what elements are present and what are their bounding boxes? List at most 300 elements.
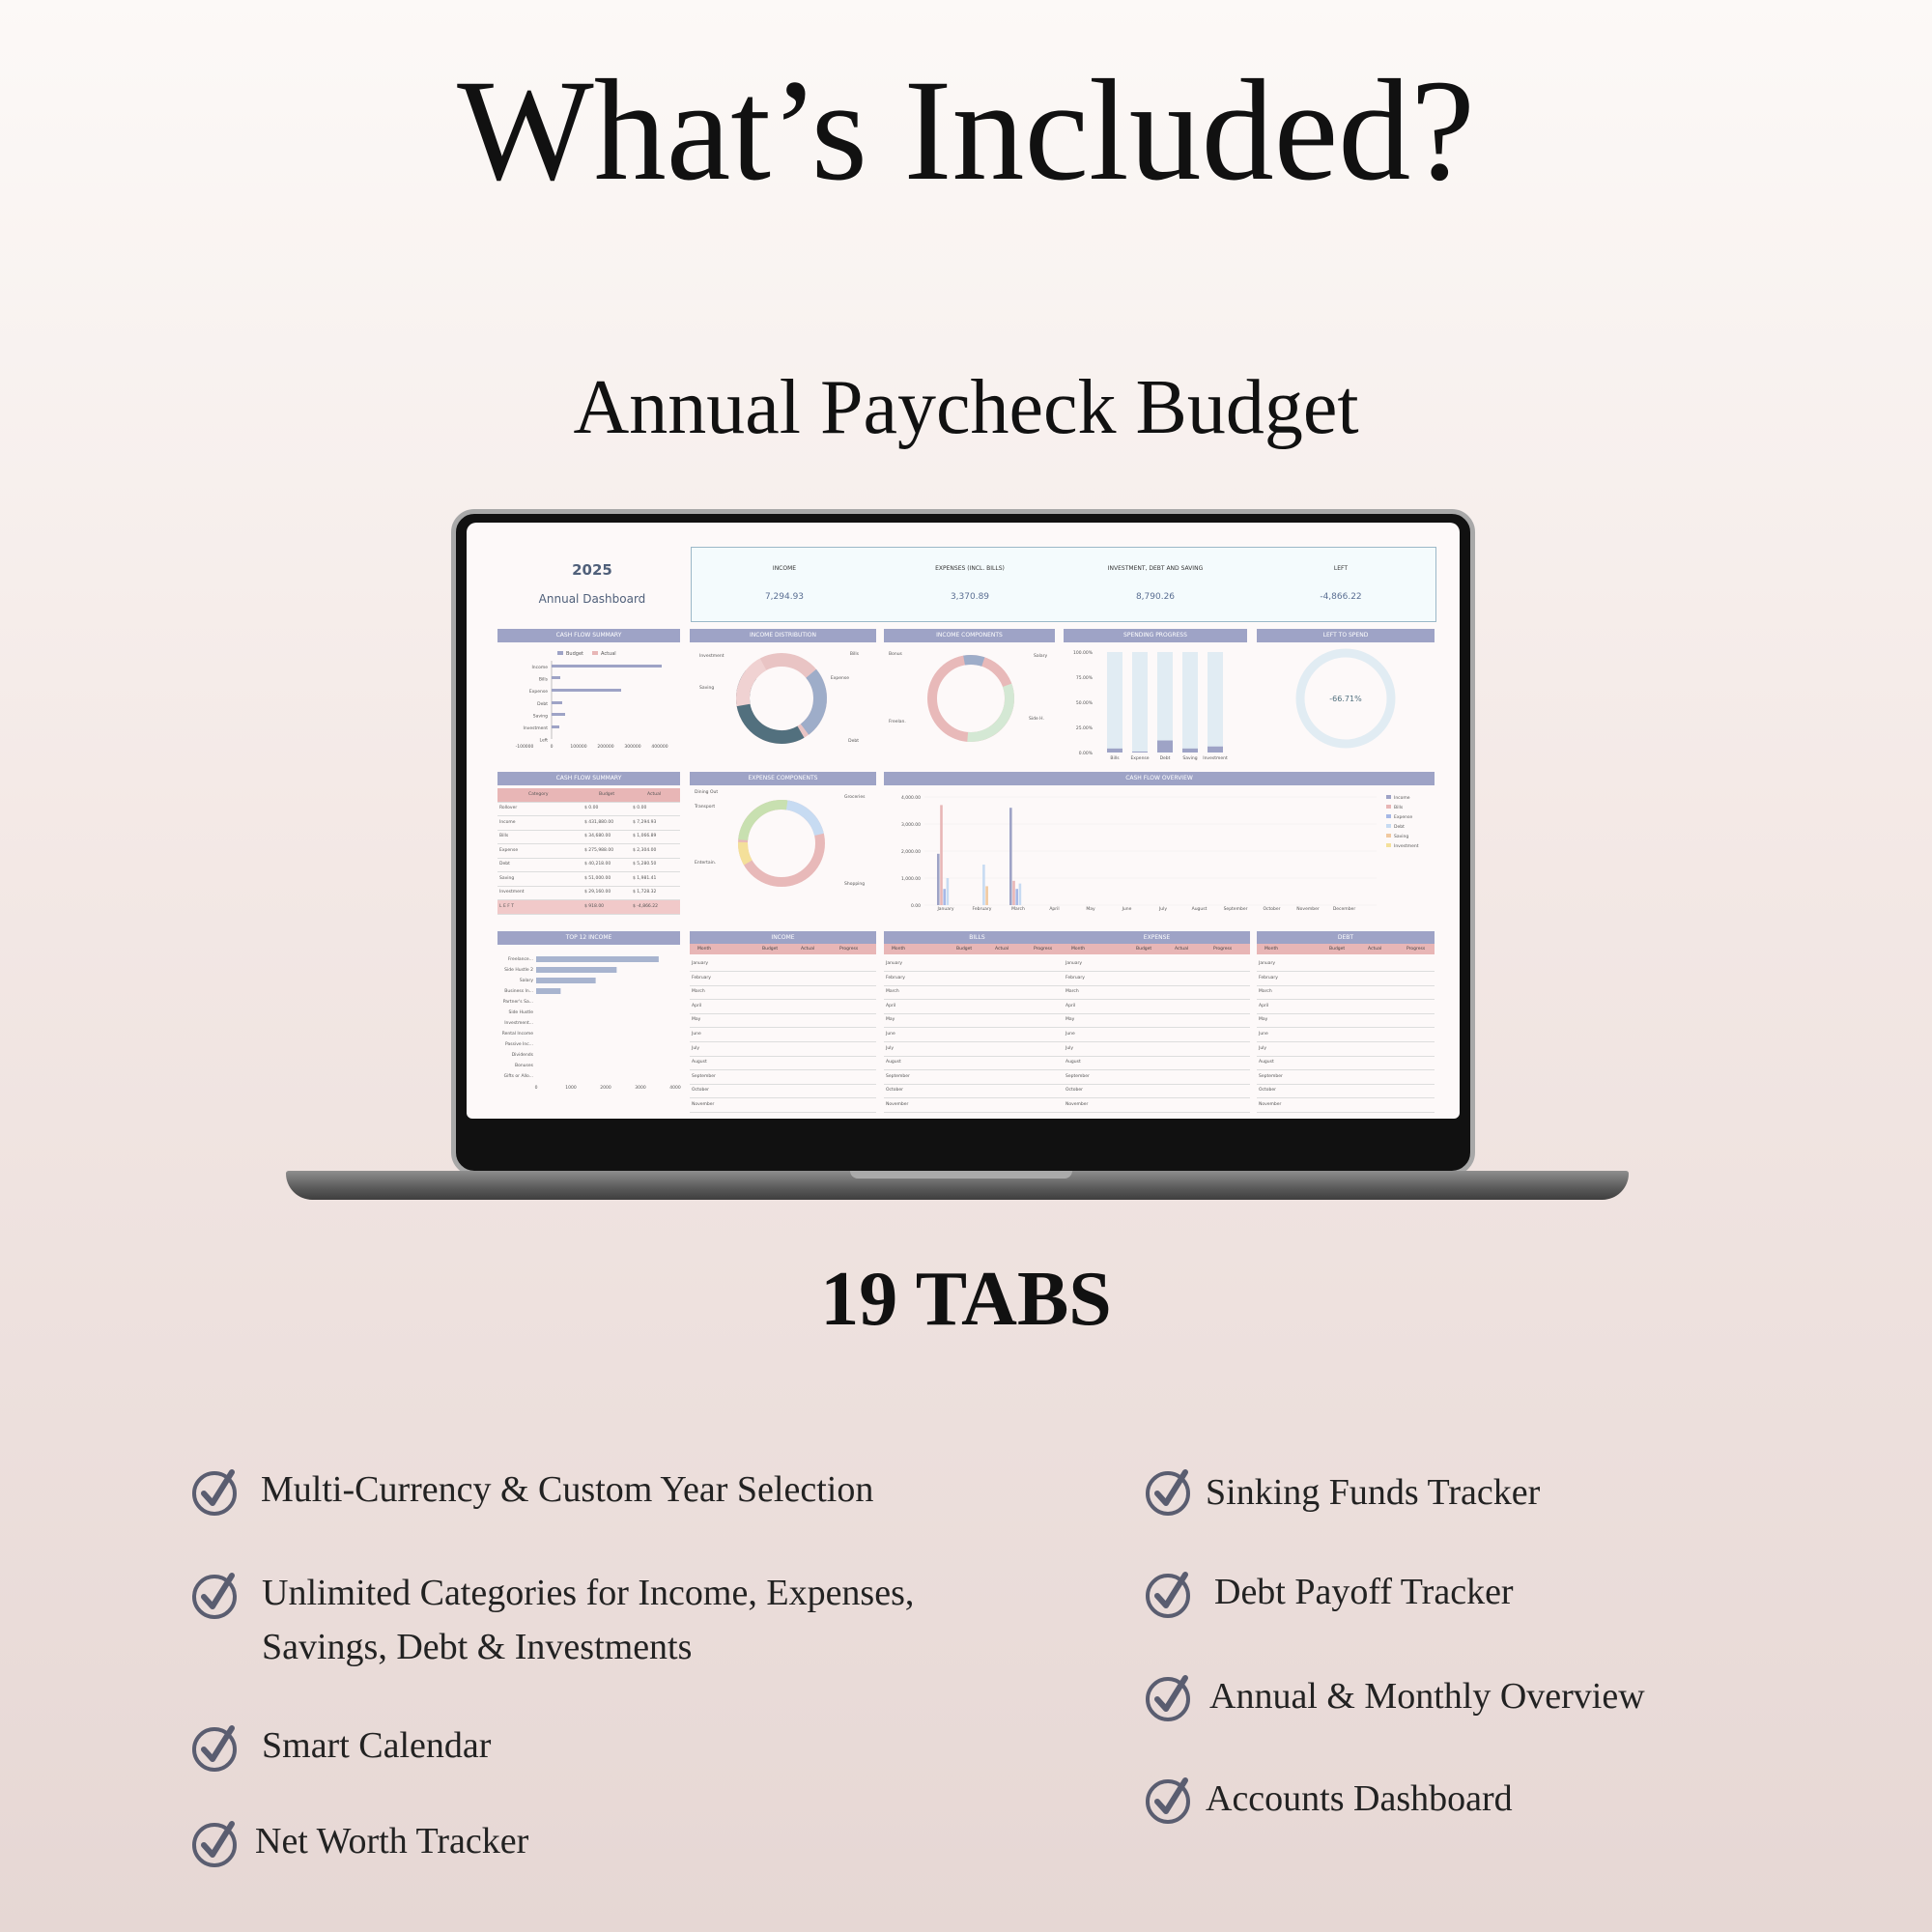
column-header: Progress xyxy=(1213,947,1233,952)
dashboard-title: Annual Dashboard xyxy=(538,592,646,606)
legend-swatch xyxy=(1386,795,1391,799)
table-row xyxy=(1257,1056,1435,1070)
slice-label: Bills xyxy=(849,652,859,657)
table-cell: Expense xyxy=(499,847,519,853)
progress-track xyxy=(1132,652,1148,753)
table-row xyxy=(1064,1000,1250,1014)
month-cell: November xyxy=(692,1102,715,1107)
month-cell: May xyxy=(886,1017,895,1023)
feature-annual-monthly-overview: Annual & Monthly Overview xyxy=(1209,1676,1645,1717)
table-row xyxy=(884,1084,1070,1098)
table-cell: $ 1,728.32 xyxy=(633,890,657,895)
check-circle-icon xyxy=(191,1466,242,1517)
table-cell: Investment xyxy=(499,890,525,895)
table-row xyxy=(884,1028,1070,1042)
table-cell: $ 51,000.00 xyxy=(584,875,611,881)
category-label: Salary xyxy=(519,979,533,983)
table-row xyxy=(1064,957,1250,972)
tick-label: 0.00 xyxy=(910,904,921,909)
debt-table xyxy=(1257,931,1435,1115)
table-cell: $ 275,988.00 xyxy=(584,847,614,853)
category-label: Freelance... xyxy=(508,957,533,962)
table-cell: $ 5,280.50 xyxy=(633,862,657,867)
month-cell: March xyxy=(886,989,899,995)
summary-table xyxy=(497,788,680,909)
kpi-label: EXPENSES (INCL. BILLS) xyxy=(935,565,1005,572)
month-cell: August xyxy=(1259,1060,1274,1065)
table-row xyxy=(497,844,680,859)
month-cell: March xyxy=(692,989,705,995)
month-cell: July xyxy=(886,1045,895,1051)
panel-header: LEFT TO SPEND xyxy=(1257,629,1435,642)
kpi-value: -4,866.22 xyxy=(1320,592,1362,602)
overview-bar xyxy=(937,854,940,905)
month-cell: September xyxy=(692,1073,716,1079)
table-row xyxy=(497,830,680,844)
category-label: Debt xyxy=(537,701,548,707)
legend-swatch xyxy=(1386,843,1391,847)
left-to-spend-ring xyxy=(1257,645,1435,752)
column-header: Progress xyxy=(1406,947,1426,952)
feature-accounts-dashboard: Accounts Dashboard xyxy=(1206,1778,1513,1819)
table-row xyxy=(884,1070,1070,1085)
category-label: Bills xyxy=(538,677,548,683)
column-header: Budget xyxy=(1136,947,1152,952)
month-cell: November xyxy=(1065,1102,1089,1107)
column-header: Category xyxy=(528,792,549,797)
table-row xyxy=(1064,1098,1250,1113)
category-label: Expense xyxy=(528,690,548,696)
tick-label: -100000 xyxy=(515,745,534,750)
table-row xyxy=(1064,972,1250,986)
kpi-value: 3,370.89 xyxy=(950,592,990,602)
table-cell: Saving xyxy=(499,875,515,881)
month-cell: July xyxy=(1065,1045,1074,1051)
tick-label: 400000 xyxy=(651,745,668,750)
panel-header: INCOME DISTRIBUTION xyxy=(690,629,876,642)
progress-bar xyxy=(1107,749,1122,753)
feature-sinking-funds: Sinking Funds Tracker xyxy=(1206,1472,1541,1513)
category-label: Passive Inc... xyxy=(504,1042,533,1047)
table-row xyxy=(1257,1013,1435,1028)
table-header-row xyxy=(1064,944,1250,954)
feature-multi-currency: Multi-Currency & Custom Year Selection xyxy=(261,1469,874,1510)
legend-actual: Actual xyxy=(601,651,616,657)
table-cell: Bills xyxy=(499,834,509,838)
tab-count-heading: 19 TABS xyxy=(820,1257,1112,1342)
cashflow-overview-chart xyxy=(884,788,1435,914)
table-row xyxy=(1257,985,1435,1000)
table-header-row xyxy=(690,944,876,954)
month-cell: July xyxy=(692,1045,700,1051)
category-label: Side Hustle xyxy=(508,1010,533,1015)
feature-unlimited-categories xyxy=(262,1566,914,1674)
month-cell: April xyxy=(692,1003,702,1009)
legend-budget: Budget xyxy=(566,651,583,657)
top-income-bar xyxy=(536,956,659,962)
column-header: Budget xyxy=(1329,947,1346,952)
tick-label: 0 xyxy=(534,1086,538,1091)
category-label: Saving xyxy=(1182,756,1198,761)
category-label: Income xyxy=(531,666,548,670)
tick-label: 200000 xyxy=(597,745,614,750)
table-header-row xyxy=(1257,944,1435,954)
column-header: Progress xyxy=(1034,947,1053,952)
month-cell: October xyxy=(1259,1088,1277,1094)
month-cell: February xyxy=(1259,975,1278,980)
month-cell: July xyxy=(1259,1045,1267,1051)
tick-label: 3000 xyxy=(635,1086,646,1091)
tick-label: 3,000.00 xyxy=(900,823,921,828)
table-row xyxy=(690,1084,876,1098)
legend-swatch xyxy=(1386,834,1391,838)
category-label: Saving xyxy=(532,714,548,720)
month-cell: November xyxy=(1259,1102,1282,1107)
slice-label: Groceries xyxy=(844,795,866,800)
tick-label: 1000 xyxy=(565,1086,577,1091)
panel-header: TOP 12 INCOME xyxy=(497,931,680,945)
progress-track xyxy=(1208,652,1223,753)
top-income-bar xyxy=(536,967,616,973)
progress-bar xyxy=(1182,749,1198,753)
category-label: Rental Income xyxy=(501,1032,533,1037)
overview-bar xyxy=(982,865,985,905)
month-cell: September xyxy=(886,1073,910,1079)
progress-bar xyxy=(1132,752,1148,753)
month-label: April xyxy=(1049,907,1060,912)
table-row xyxy=(1257,1098,1435,1113)
table-row xyxy=(497,900,680,915)
month-cell: January xyxy=(1065,961,1083,966)
month-cell: March xyxy=(1065,989,1079,995)
month-cell: June xyxy=(1259,1032,1268,1037)
feature-line: Unlimited Categories for Income, Expenses, xyxy=(262,1573,915,1613)
check-circle-icon xyxy=(1145,1672,1195,1722)
top-income-bar xyxy=(536,988,560,994)
kpi-value: 7,294.93 xyxy=(764,592,805,602)
month-cell: August xyxy=(886,1060,901,1065)
table-cell: $ 1,066.89 xyxy=(633,834,657,838)
panel-header: INCOME COMPONENTS xyxy=(884,629,1055,642)
month-label: May xyxy=(1086,907,1095,912)
month-label: June xyxy=(1122,907,1132,912)
slice-label: Freelan. xyxy=(889,720,906,724)
table-row xyxy=(690,1000,876,1014)
table-cell: $ 34,680.00 xyxy=(584,834,611,838)
slice-label: Transport xyxy=(695,805,716,810)
progress-track xyxy=(1107,652,1122,753)
month-cell: June xyxy=(886,1032,895,1037)
table-row xyxy=(497,858,680,872)
month-cell: May xyxy=(1259,1017,1268,1023)
table-row xyxy=(1064,985,1250,1000)
table-row xyxy=(1064,1056,1250,1070)
month-label: September xyxy=(1223,907,1248,912)
month-cell: February xyxy=(886,975,905,980)
table-row xyxy=(1257,972,1435,986)
tick-label: 4000 xyxy=(669,1086,681,1091)
table-cell: $ 7,294.93 xyxy=(633,819,657,825)
column-header: Budget xyxy=(599,792,615,797)
category-label: Left xyxy=(539,738,548,744)
check-circle-icon xyxy=(191,1570,242,1620)
table-row xyxy=(690,985,876,1000)
panel-header: INCOME xyxy=(690,931,876,945)
table-row xyxy=(1257,1028,1435,1042)
overview-bar xyxy=(1012,881,1015,905)
table-row xyxy=(884,1013,1070,1028)
panel-header: CASH FLOW SUMMARY xyxy=(497,629,680,642)
panel-header: DEBT xyxy=(1257,931,1435,945)
table-row xyxy=(884,957,1070,972)
overview-bar xyxy=(947,878,950,905)
tick-label: 1,000.00 xyxy=(900,877,921,882)
table-row xyxy=(884,1056,1070,1070)
table-row xyxy=(690,957,876,972)
category-label: Bills xyxy=(1110,756,1120,761)
month-label: January xyxy=(937,907,954,912)
column-header: Month xyxy=(697,947,712,952)
month-cell: April xyxy=(1259,1003,1269,1009)
month-cell: May xyxy=(692,1017,701,1023)
table-row xyxy=(1064,1013,1250,1028)
month-label: November xyxy=(1296,907,1320,912)
column-header: Actual xyxy=(995,947,1009,952)
legend-label: Income xyxy=(1394,796,1410,801)
overview-bar xyxy=(943,889,946,905)
category-label: Expense xyxy=(1130,756,1150,761)
month-cell: January xyxy=(1259,961,1276,966)
feature-net-worth: Net Worth Tracker xyxy=(255,1821,529,1861)
cashflow-bar-chart xyxy=(497,645,681,752)
month-label: March xyxy=(1011,907,1025,912)
panel-header: CASH FLOW OVERVIEW xyxy=(884,772,1435,785)
legend-swatch-actual xyxy=(592,651,598,655)
table-cell: Debt xyxy=(499,862,510,867)
table-cell: $ 0.00 xyxy=(584,806,599,810)
table-cell: $ 1,981.41 xyxy=(633,875,657,881)
overview-bar xyxy=(1019,884,1022,905)
progress-track xyxy=(1182,652,1198,753)
panel-header: BILLS xyxy=(884,931,1070,945)
progress-bar xyxy=(1208,747,1223,753)
product-subtitle: Annual Paycheck Budget xyxy=(573,365,1359,450)
month-cell: April xyxy=(1065,1003,1076,1009)
table-row xyxy=(690,972,876,986)
category-label: Partner's Sa... xyxy=(502,1000,533,1005)
month-cell: May xyxy=(1065,1017,1075,1023)
table-row xyxy=(690,1042,876,1057)
column-header: Actual xyxy=(801,947,815,952)
slice-label: Salary xyxy=(1034,654,1048,659)
tick-label: 2,000.00 xyxy=(900,850,921,855)
table-row xyxy=(1257,1042,1435,1057)
overview-bar xyxy=(1015,889,1018,905)
table-row xyxy=(1257,1084,1435,1098)
category-label: Bonuses xyxy=(514,1064,533,1068)
month-cell: March xyxy=(1259,989,1272,995)
month-cell: August xyxy=(692,1060,707,1065)
table-cell: $ 40,218.00 xyxy=(584,862,611,867)
month-cell: October xyxy=(886,1088,904,1094)
month-cell: October xyxy=(692,1088,710,1094)
table-row xyxy=(1064,1070,1250,1085)
left-to-spend-value: -66.71% xyxy=(1329,695,1362,703)
bar-bills xyxy=(552,676,560,679)
slice-label: Shopping xyxy=(844,882,866,887)
column-header: Actual xyxy=(647,792,662,797)
table-row xyxy=(1064,1028,1250,1042)
category-label: Investment... xyxy=(504,1021,533,1026)
table-row xyxy=(1257,1070,1435,1085)
bar-saving xyxy=(552,713,565,716)
category-label: Side Hustle 2 xyxy=(504,968,533,973)
panel-header: SPENDING PROGRESS xyxy=(1064,629,1247,642)
legend-label: Saving xyxy=(1394,835,1409,839)
progress-bar xyxy=(1157,741,1173,753)
feature-smart-calendar: Smart Calendar xyxy=(262,1725,492,1766)
month-cell: February xyxy=(1065,975,1085,980)
legend-label: Bills xyxy=(1394,806,1404,810)
table-header-row xyxy=(497,788,680,803)
expense-components-donut xyxy=(690,788,876,914)
month-label: July xyxy=(1158,907,1168,912)
column-header: Progress xyxy=(839,947,859,952)
table-row xyxy=(884,1000,1070,1014)
month-cell: June xyxy=(1065,1032,1075,1037)
check-circle-icon xyxy=(1145,1775,1195,1825)
category-label: Gifts or Allo... xyxy=(503,1074,533,1079)
table-cell: Rollover xyxy=(499,806,518,810)
column-header: Actual xyxy=(1175,947,1189,952)
table-row xyxy=(1257,1000,1435,1014)
kpi-value: 8,790.26 xyxy=(1135,592,1176,602)
bar-debt xyxy=(552,701,562,704)
slice-label: Dining Out xyxy=(695,790,719,795)
table-cell: $ 29,160.00 xyxy=(584,890,611,895)
table-cell: L E F T xyxy=(499,903,514,909)
spending-progress-chart xyxy=(1064,645,1247,761)
category-label: Investment xyxy=(523,726,548,731)
check-circle-icon xyxy=(191,1722,242,1773)
table-row xyxy=(690,1013,876,1028)
slice-label: Saving xyxy=(699,686,715,691)
slice-label: Entertain. xyxy=(695,861,717,866)
table-cell: Income xyxy=(499,819,516,825)
column-header: Budget xyxy=(762,947,779,952)
legend-label: Debt xyxy=(1394,825,1405,830)
laptop-notch xyxy=(850,1171,1072,1179)
tick-label: 25.00% xyxy=(1075,726,1093,731)
month-cell: September xyxy=(1065,1073,1090,1079)
panel-header: EXPENSE COMPONENTS xyxy=(690,772,876,785)
tick-label: 2000 xyxy=(600,1086,611,1091)
overview-bar xyxy=(985,886,988,905)
legend-swatch xyxy=(1386,824,1391,828)
legend-label: Expense xyxy=(1394,815,1413,820)
kpi-summary xyxy=(691,547,1436,622)
legend-label: Investment xyxy=(1394,844,1419,849)
feature-line: Savings, Debt & Investments xyxy=(262,1627,693,1667)
table-row xyxy=(690,1056,876,1070)
month-label: August xyxy=(1191,907,1208,912)
slice-label: Debt xyxy=(848,739,859,744)
slice-label: Side H. xyxy=(1029,717,1044,722)
column-header: Month xyxy=(1071,947,1086,952)
table-cell: $ 431,880.00 xyxy=(584,819,614,825)
table-row xyxy=(1064,1042,1250,1057)
column-header: Actual xyxy=(1368,947,1382,952)
top-income-chart xyxy=(497,948,680,1118)
income-table xyxy=(690,931,876,1115)
month-label: February xyxy=(972,907,992,912)
check-circle-icon xyxy=(191,1818,242,1868)
month-cell: January xyxy=(886,961,903,966)
table-row xyxy=(1257,957,1435,972)
month-cell: February xyxy=(692,975,711,980)
month-cell: January xyxy=(692,961,709,966)
income-distribution-donut xyxy=(690,645,876,752)
column-header: Budget xyxy=(956,947,973,952)
column-header: Month xyxy=(892,947,906,952)
tick-label: 100.00% xyxy=(1072,651,1093,656)
month-cell: October xyxy=(1065,1088,1084,1094)
month-cell: August xyxy=(1065,1060,1081,1065)
tick-label: 0 xyxy=(550,745,554,750)
table-row xyxy=(497,872,680,887)
progress-track xyxy=(1157,652,1173,753)
category-label: Dividends xyxy=(511,1053,533,1058)
kpi-label: INCOME xyxy=(772,565,797,572)
tick-label: 50.00% xyxy=(1075,701,1093,706)
dashboard-year: 2025 xyxy=(572,561,612,579)
check-circle-icon xyxy=(1145,1569,1195,1619)
table-row xyxy=(690,1070,876,1085)
category-label: Investment xyxy=(1203,756,1228,761)
bar-income xyxy=(552,665,662,668)
feature-debt-payoff: Debt Payoff Tracker xyxy=(1214,1572,1514,1612)
month-label: October xyxy=(1263,907,1281,912)
tick-label: 300000 xyxy=(624,745,641,750)
tick-label: 4,000.00 xyxy=(900,796,921,801)
legend-swatch xyxy=(1386,814,1391,818)
panel-header: EXPENSE xyxy=(1064,931,1250,945)
legend-swatch-budget xyxy=(557,651,563,655)
table-row xyxy=(690,1098,876,1113)
table-row xyxy=(497,816,680,831)
table-row xyxy=(884,1098,1070,1113)
table-cell: $ 0.00 xyxy=(633,806,647,810)
tick-label: 100000 xyxy=(570,745,587,750)
kpi-label: LEFT xyxy=(1333,565,1349,572)
top-income-bar xyxy=(536,978,596,983)
slice-label: Expense xyxy=(830,676,849,681)
category-label: Debt xyxy=(1159,756,1171,761)
slice-label: Investment xyxy=(699,654,724,659)
panel-header: CASH FLOW SUMMARY xyxy=(497,772,680,785)
table-row xyxy=(884,985,1070,1000)
kpi-label: INVESTMENT, DEBT AND SAVING xyxy=(1107,565,1204,572)
table-row xyxy=(884,972,1070,986)
check-circle-icon xyxy=(1145,1466,1195,1517)
table-row xyxy=(1064,1084,1250,1098)
month-cell: September xyxy=(1259,1073,1283,1079)
bar-expense xyxy=(552,689,621,692)
expense-table xyxy=(1064,931,1250,1115)
table-row xyxy=(690,1028,876,1042)
bar-investment xyxy=(552,725,559,728)
overview-bar xyxy=(1009,808,1012,905)
